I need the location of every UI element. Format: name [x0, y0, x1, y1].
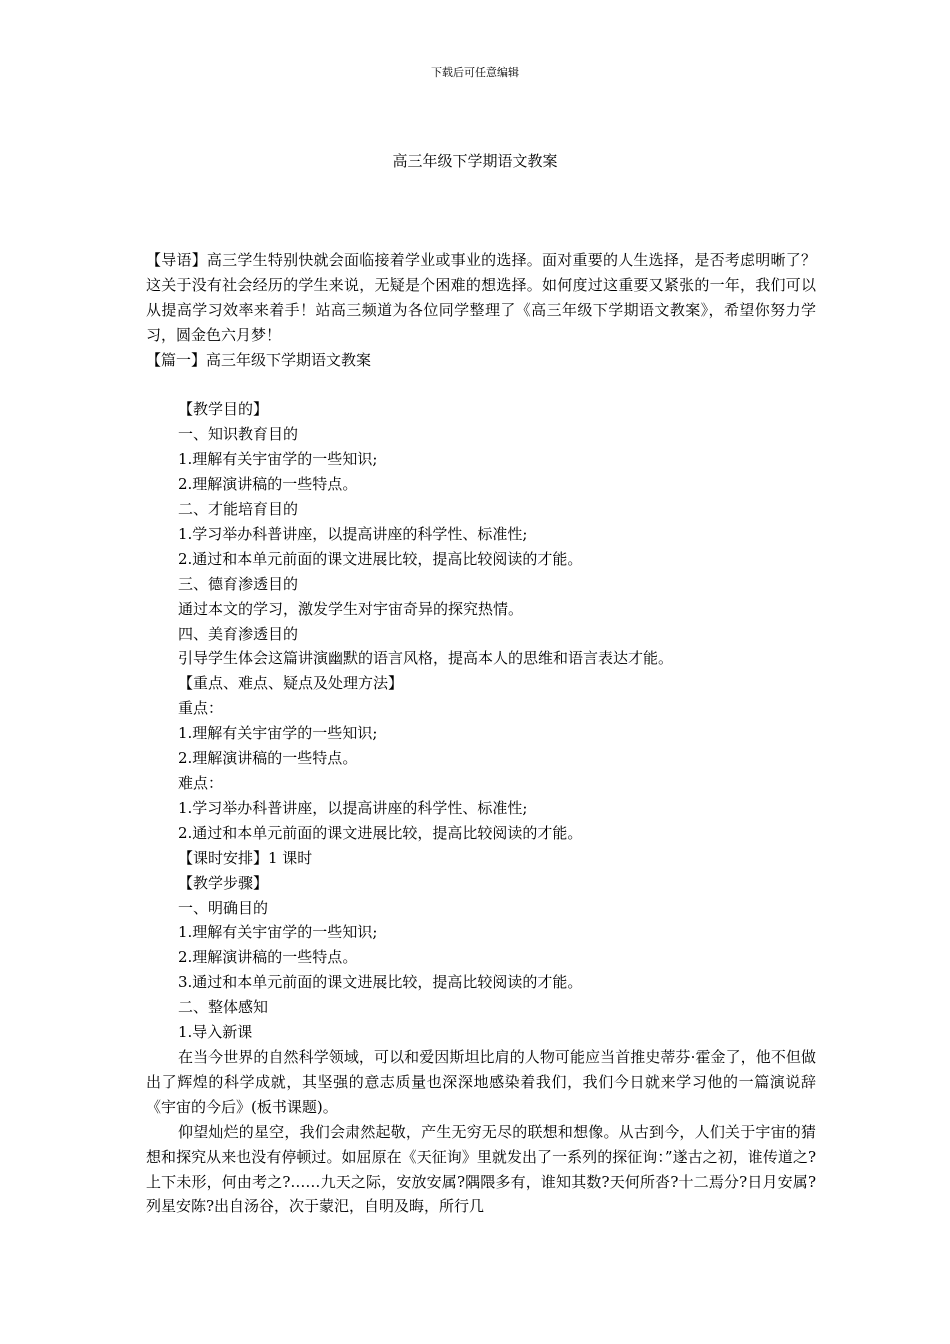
body-paragraph: 仰望灿烂的星空，我们会肃然起敬，产生无穷无尽的联想和想像。从古到今，人们关于宇宙的猜想和探究从来也没有停顿过。如屈原在《天征询》里就发出了一系列的探征询：”遂古之初，谁传道之?上下未形，何由考之?……九天之际，安放安属?隅隈多有，谁知其数?天何所沓?十二焉分?日月安属?列星安陈?出自汤谷，次于蒙汜，自明及晦，所行几	[146, 1122, 816, 1216]
blank-line	[146, 373, 816, 398]
list-item: 引导学生体会这篇讲演幽默的语言风格，提高本人的思维和语言表达才能。	[178, 649, 674, 668]
list-item: 2.通过和本单元前面的课文进展比较，提高比较阅读的才能。	[178, 823, 583, 842]
list-item: 1.导入新课	[178, 1023, 253, 1042]
heading-schedule: 【课时安排】1 课时	[178, 848, 313, 867]
heading-teaching-goals: 【教学目的】	[178, 400, 269, 419]
list-item: 一、明确目的	[178, 898, 269, 917]
list-item: 重点：	[178, 699, 224, 718]
list-item: 二、整体感知	[178, 998, 269, 1017]
list-item: 1.理解有关宇宙学的一些知识;	[178, 724, 378, 743]
list-item: 3.通过和本单元前面的课文进展比较，提高比较阅读的才能。	[178, 973, 583, 992]
list-item: 通过本文的学习，激发学生对宇宙奇异的探究热情。	[178, 599, 524, 618]
list-item: 三、德育渗透目的	[178, 574, 299, 593]
list-item: 1.学习举办科普讲座，以提高讲座的科学性、标准性;	[178, 524, 528, 543]
header-note: 下载后可任意编辑	[431, 66, 519, 79]
intro-paragraph: 【导语】高三学生特别快就会面临接着学业或事业的选择。面对重要的人生选择，是否考虑明晰了？这关于没有社会经历的学生来说，无疑是个困难的想选择。如何度过这重要又紧张的一年，我们可以从提高学习效率来着手！站高三频道为各位同学整理了《高三年级下学期语文教案》，希望你努力学习，圆金色六月梦！	[146, 251, 816, 344]
list-item: 1.理解有关宇宙学的一些知识;	[178, 450, 378, 469]
heading-teaching-steps: 【教学步骤】	[178, 873, 269, 892]
list-item: 2.通过和本单元前面的课文进展比较，提高比较阅读的才能。	[178, 549, 583, 568]
section-heading: 【篇一】高三年级下学期语文教案	[146, 350, 372, 369]
body-paragraph: 在当今世界的自然科学领域，可以和爱因斯坦比肩的人物可能应当首推史蒂芬·霍金了，他不但做出了辉煌的科学成就，其坚强的意志质量也深深地感染着我们，我们今日就来学习他的一篇演说辞《宇宙的今后》(板书课题)。	[146, 1047, 816, 1116]
heading-key-points: 【重点、难点、疑点及处理方法】	[178, 674, 404, 693]
document-title: 高三年级下学期语文教案	[392, 152, 558, 170]
list-item: 2.理解演讲稿的一些特点。	[178, 475, 358, 494]
list-item: 一、知识教育目的	[178, 425, 299, 444]
list-item: 1.理解有关宇宙学的一些知识;	[178, 923, 378, 942]
list-item: 四、美育渗透目的	[178, 624, 299, 643]
list-item: 二、才能培育目的	[178, 500, 299, 519]
list-item: 难点：	[178, 774, 224, 793]
list-item: 1.学习举办科普讲座，以提高讲座的科学性、标准性;	[178, 798, 528, 817]
document-body	[146, 248, 816, 1219]
list-item: 2.理解演讲稿的一些特点。	[178, 749, 358, 768]
list-item: 2.理解演讲稿的一些特点。	[178, 948, 358, 967]
